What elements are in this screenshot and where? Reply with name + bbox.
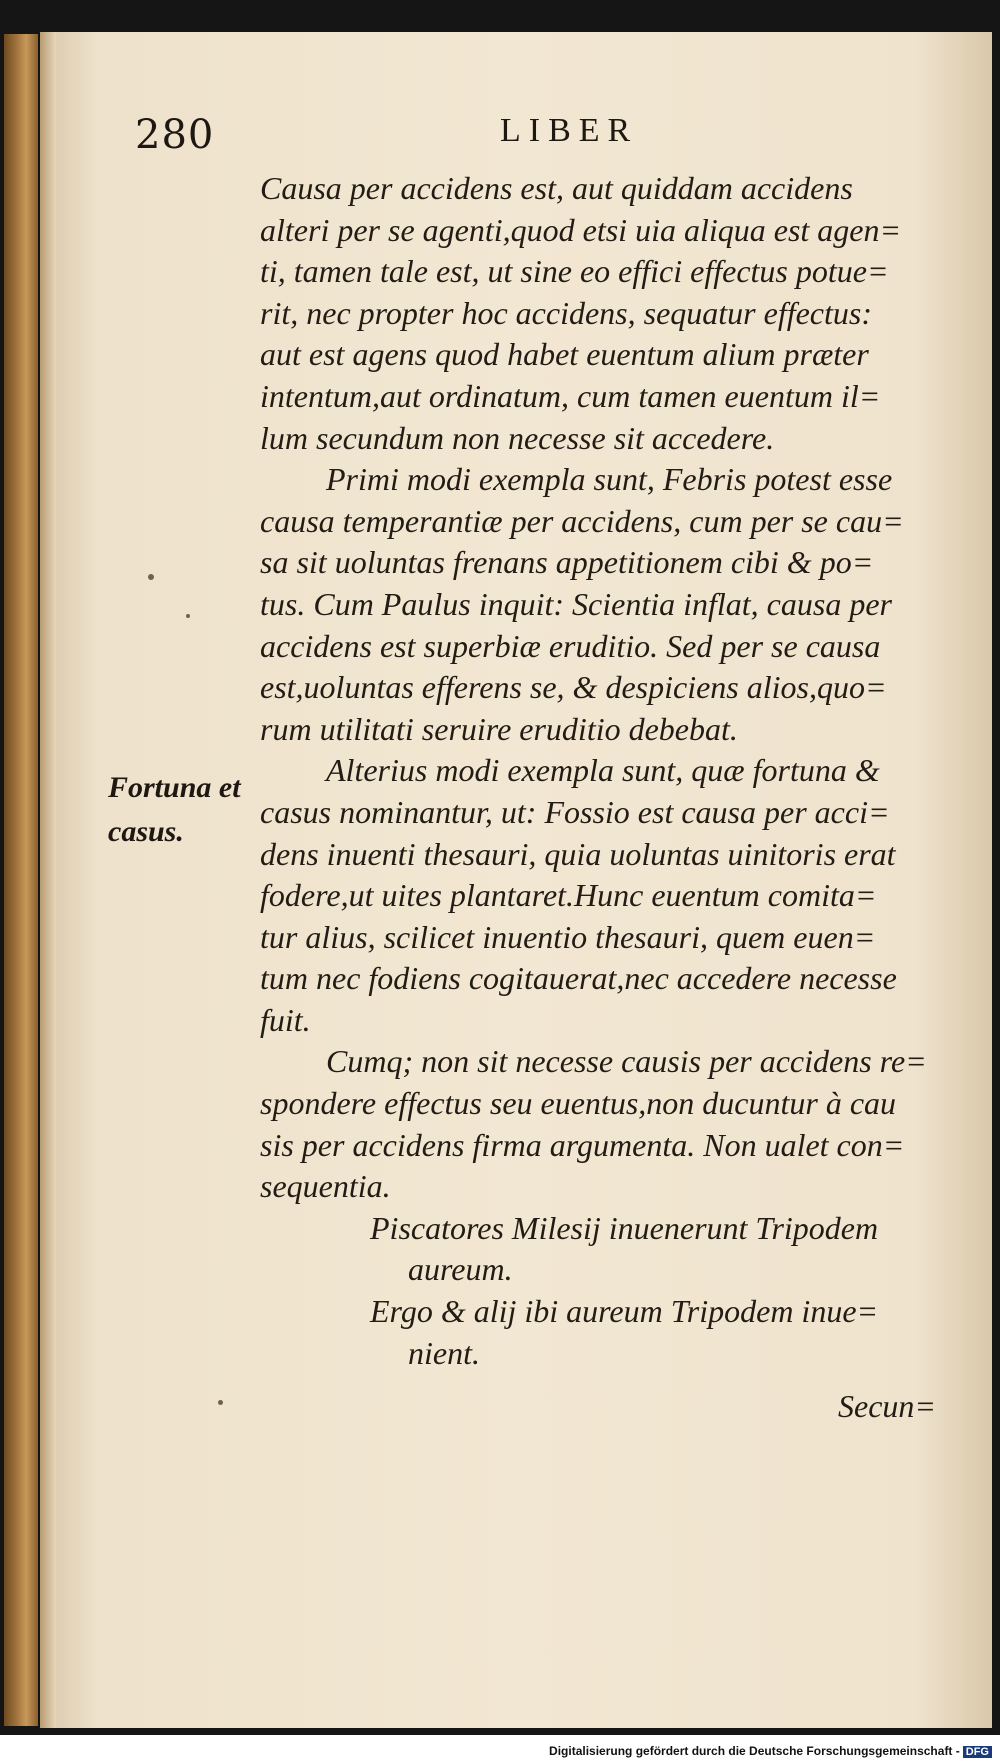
text-line: rit, nec propter hoc accidens, sequatur effectus: bbox=[260, 294, 872, 331]
page-gutter bbox=[40, 32, 56, 1728]
text-line: sis per accidens firma argumenta. Non ualet con= bbox=[260, 1126, 905, 1163]
text-line: intentum,aut ordinatum, cum tamen euentum il= bbox=[260, 377, 881, 414]
text-line: lum secundum non necesse sit accedere. bbox=[260, 419, 775, 456]
text-line: fodere,ut uites plantaret.Hunc euentum comita= bbox=[260, 877, 877, 914]
margin-note bbox=[108, 766, 241, 854]
book-cover-edge bbox=[4, 34, 38, 1726]
digitization-footer bbox=[549, 1744, 992, 1758]
text-line: Primi modi exempla sunt, Febris potest esse bbox=[326, 461, 893, 498]
ink-speck bbox=[148, 574, 154, 580]
verse-line: aureum. bbox=[408, 1251, 513, 1288]
text-line: sequentia. bbox=[260, 1168, 391, 1205]
text-line: tum nec fodiens cogitauerat,nec accedere necesse bbox=[260, 960, 897, 997]
footer-text: Digitalisierung gefördert durch die Deutsche Forschungsgemeinschaft - bbox=[549, 1744, 960, 1758]
verse-line: Ergo & alij ibi aureum Tripodem inue= bbox=[370, 1293, 879, 1330]
text-line: dens inuenti thesauri, quia uoluntas uinitoris erat bbox=[260, 835, 896, 872]
running-head: LIBER bbox=[500, 112, 639, 149]
text-line: tur alius, scilicet inuentio thesauri, quem euen= bbox=[260, 918, 876, 955]
text-line: tus. Cum Paulus inquit: Scientia inflat, causa per bbox=[260, 585, 892, 622]
text-line: Cumq; non sit necesse causis per accidens re= bbox=[326, 1043, 927, 1080]
verse-line: Piscatores Milesij inuenerunt Tripodem bbox=[370, 1209, 879, 1246]
dfg-logo: DFG bbox=[963, 1746, 992, 1758]
catchword: Secun= bbox=[838, 1388, 936, 1424]
text-line: accidens est superbiæ eruditio. Sed per se causa bbox=[260, 627, 881, 664]
text-line: Causa per accidens est, aut quiddam accidens bbox=[260, 170, 853, 206]
text-line: spondere effectus seu euentus,non ducuntur à cau bbox=[260, 1085, 897, 1122]
text-line: Alterius modi exempla sunt, quæ fortuna & bbox=[326, 752, 880, 789]
text-line: rum utilitati seruire eruditio debebat. bbox=[260, 710, 738, 747]
margin-note-line: Fortuna et bbox=[108, 771, 241, 804]
ink-speck bbox=[218, 1400, 223, 1405]
text-line: causa temperantiæ per accidens, cum per se cau= bbox=[260, 502, 904, 539]
text-line: alteri per se agenti,quod etsi uia aliqua est agen= bbox=[260, 211, 902, 248]
verse-line: nient. bbox=[408, 1334, 480, 1371]
margin-note-line: casus. bbox=[108, 815, 184, 848]
text-line: sa sit uoluntas frenans appetitionem cibi & po= bbox=[260, 544, 874, 581]
page-number: 280 bbox=[135, 112, 215, 158]
text-line: fuit. bbox=[260, 1001, 311, 1038]
ink-speck bbox=[186, 614, 190, 618]
text-line: est,uoluntas efferens se, & despiciens alios,quo= bbox=[260, 669, 887, 706]
body-text bbox=[260, 168, 950, 1374]
text-line: ti, tamen tale est, ut sine eo effici effectus potue= bbox=[260, 253, 889, 290]
text-line: casus nominantur, ut: Fossio est causa per acci= bbox=[260, 793, 890, 830]
text-line: aut est agens quod habet euentum alium præter bbox=[260, 336, 869, 373]
